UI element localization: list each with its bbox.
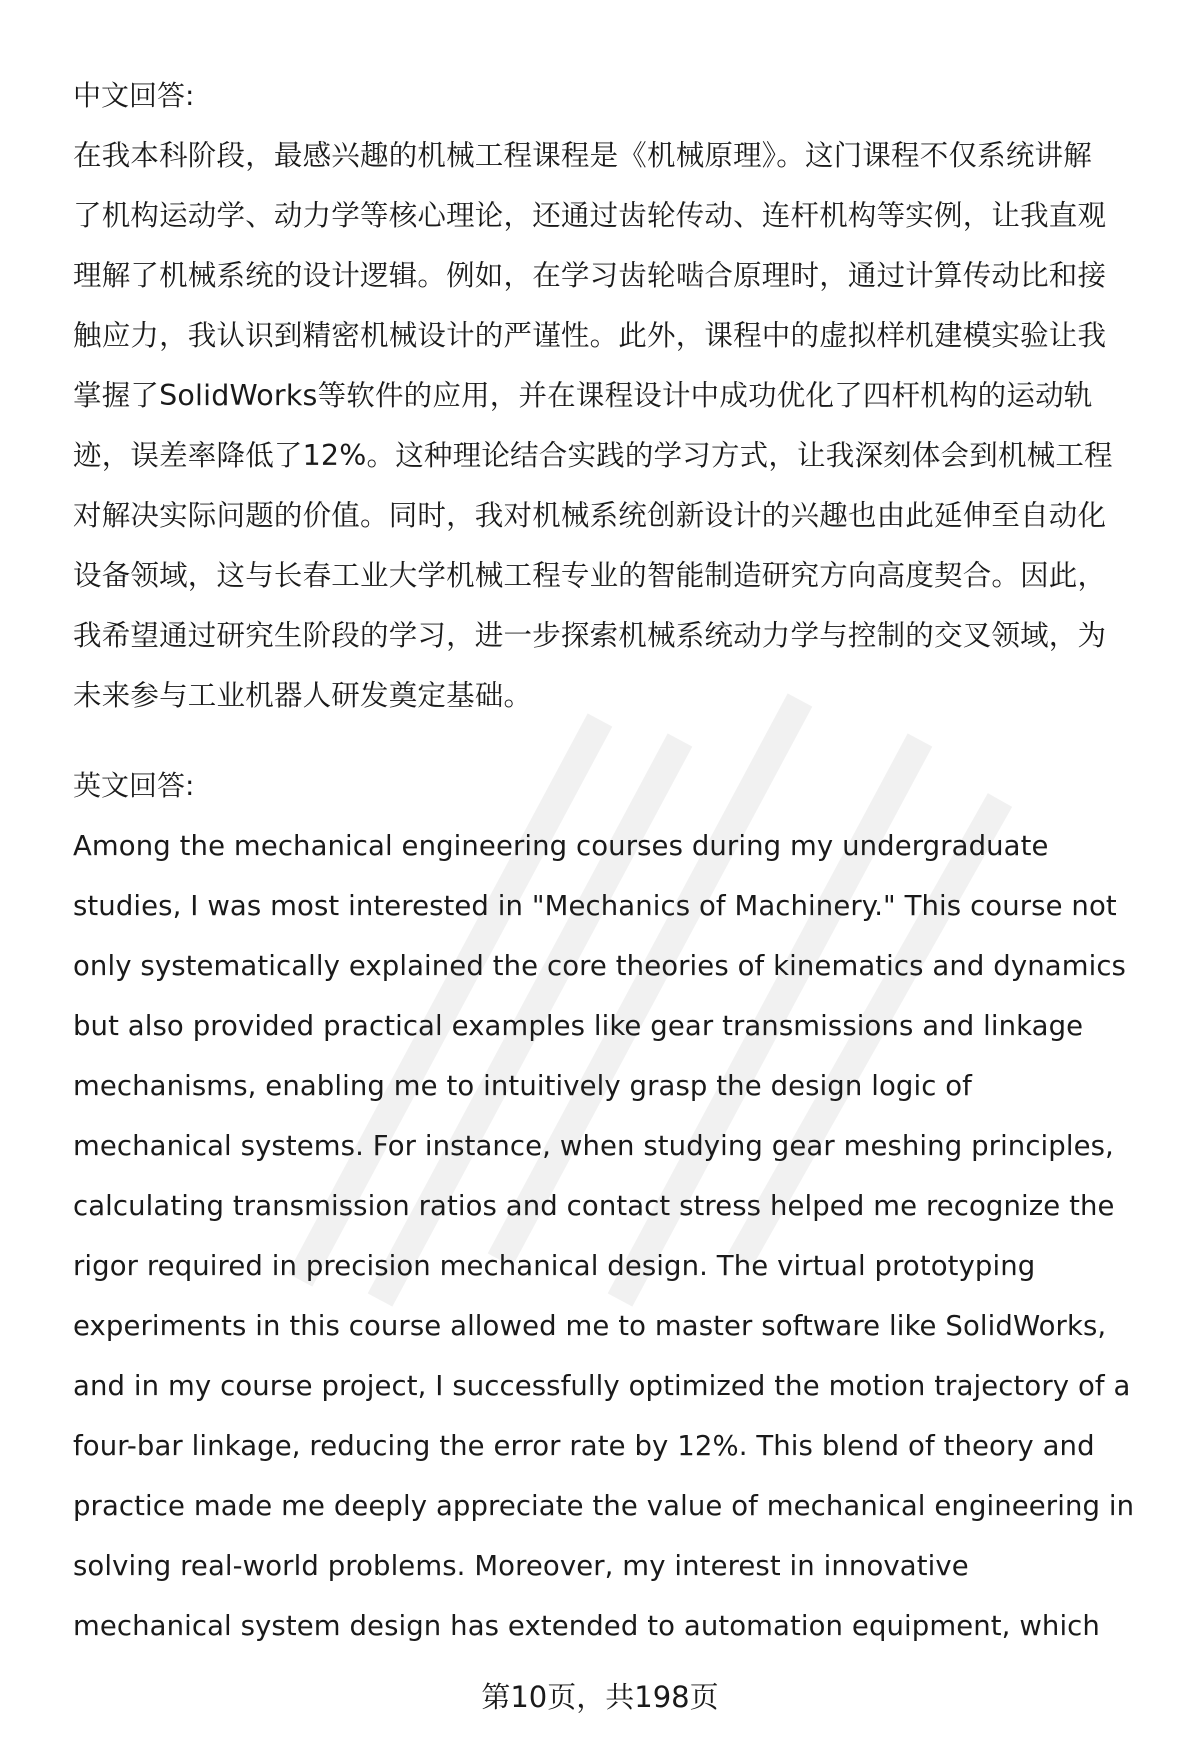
- text-line: mechanical system design has extended to automation equipment, which: [73, 1610, 1100, 1642]
- text-line: four-bar linkage, reducing the error rate by 12%. This blend of theory and: [73, 1430, 1095, 1462]
- english-answer-heading: 英文回答:: [73, 769, 195, 802]
- text-line: Among the mechanical engineering courses during my undergraduate: [73, 830, 1049, 862]
- text-line: but also provided practical examples like gear transmissions and linkage: [73, 1010, 1084, 1042]
- text-line: 触应力，我认识到精密机械设计的严谨性。此外，课程中的虚拟样机建模实验让我: [73, 319, 1107, 352]
- text-line: 理解了机械系统的设计逻辑。例如，在学习齿轮啮合原理时，通过计算传动比和接: [73, 259, 1107, 292]
- text-line: solving real-world problems. Moreover, my interest in innovative: [73, 1550, 969, 1582]
- text-line: 我希望通过研究生阶段的学习，进一步探索机械系统动力学与控制的交叉领域，为: [73, 619, 1107, 652]
- chinese-answer-paragraph: [73, 126, 1163, 726]
- text-line: studies, I was most interested in "Mechanics of Machinery." This course not: [73, 890, 1117, 922]
- text-line: 未来参与工业机器人研发奠定基础。: [73, 679, 533, 712]
- text-line: mechanisms, enabling me to intuitively grasp the design logic of: [73, 1070, 972, 1102]
- text-line: 掌握了SolidWorks等软件的应用，并在课程设计中成功优化了四杆机构的运动轨: [73, 379, 1093, 412]
- text-line: 在我本科阶段，最感兴趣的机械工程课程是《机械原理》。这门课程不仅系统讲解: [73, 139, 1092, 172]
- text-line: only systematically explained the core theories of kinematics and dynamics: [73, 950, 1126, 982]
- text-line: 设备领域，这与长春工业大学机械工程专业的智能制造研究方向高度契合。因此，: [73, 559, 1107, 592]
- text-line: rigor required in precision mechanical design. The virtual prototyping: [73, 1250, 1036, 1282]
- text-line: 迹，误差率降低了12%。这种理论结合实践的学习方式，让我深刻体会到机械工程: [73, 439, 1113, 472]
- text-line: practice made me deeply appreciate the value of mechanical engineering in: [73, 1490, 1135, 1522]
- document-body: [73, 66, 1163, 1656]
- chinese-answer-heading: 中文回答:: [73, 79, 195, 112]
- text-line: 对解决实际问题的价值。同时，我对机械系统创新设计的兴趣也由此延伸至自动化: [73, 499, 1107, 532]
- text-line: experiments in this course allowed me to master software like SolidWorks,: [73, 1310, 1107, 1342]
- english-answer-paragraph: [73, 816, 1163, 1656]
- text-line: 了机构运动学、动力学等核心理论，还通过齿轮传动、连杆机构等实例，让我直观: [73, 199, 1107, 232]
- page-number: 第10页，共198页: [481, 1680, 719, 1714]
- text-line: mechanical systems. For instance, when studying gear meshing principles,: [73, 1130, 1114, 1162]
- text-line: calculating transmission ratios and contact stress helped me recognize the: [73, 1190, 1115, 1222]
- text-line: and in my course project, I successfully optimized the motion trajectory of a: [73, 1370, 1131, 1402]
